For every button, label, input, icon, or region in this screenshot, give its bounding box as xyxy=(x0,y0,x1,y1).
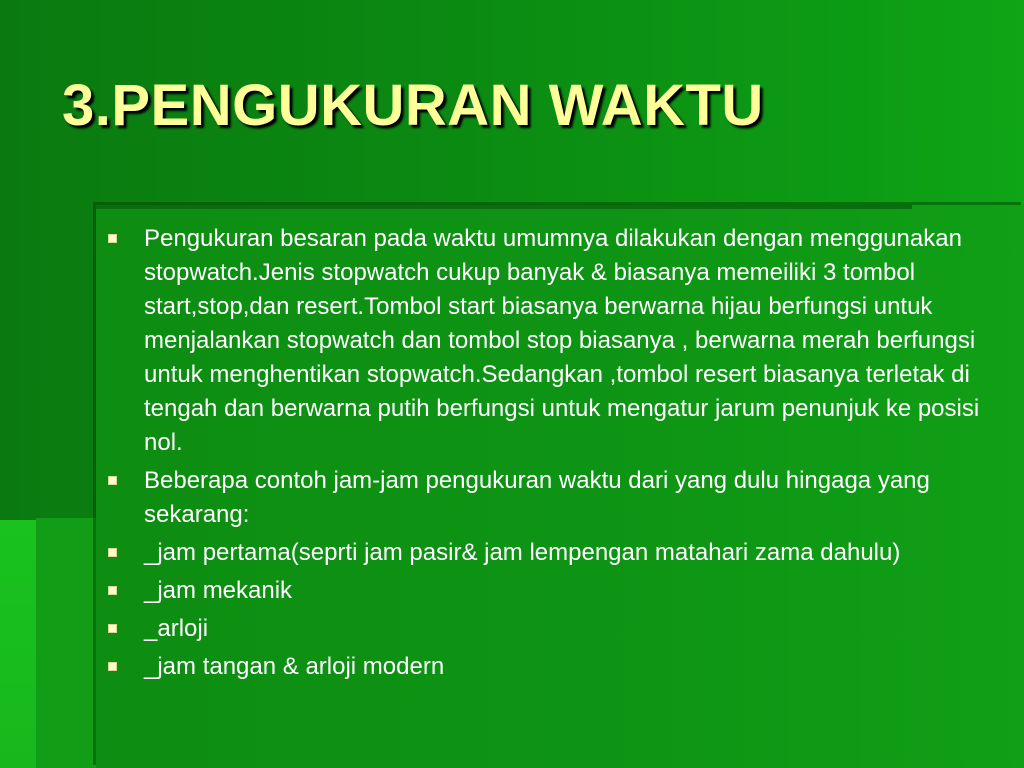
bullet-item xyxy=(100,536,980,570)
bullet-text: _jam mekanik xyxy=(144,577,293,604)
bullet-item xyxy=(100,464,980,532)
square-bullet-icon xyxy=(108,624,117,633)
bullet-item xyxy=(100,612,980,646)
decorative-left-bar xyxy=(0,520,40,768)
bullet-list xyxy=(100,222,980,688)
bullet-item xyxy=(100,650,980,684)
bullet-text: _jam tangan & arloji modern xyxy=(144,653,445,680)
square-bullet-icon xyxy=(108,662,117,671)
square-bullet-icon xyxy=(108,234,117,243)
bullet-item xyxy=(100,222,980,460)
bullet-text: Beberapa contoh jam-jam pengukuran waktu dari yang dulu hingaga yang sekarang: xyxy=(144,467,930,528)
square-bullet-icon xyxy=(108,476,117,485)
bullet-text: _arloji xyxy=(144,615,209,642)
bullet-text: _jam pertama(seprti jam pasir& jam lempengan matahari zama dahulu) xyxy=(144,539,901,566)
panel-top-strip xyxy=(96,205,912,209)
slide-title: 3.PENGUKURAN WAKTU xyxy=(62,73,764,138)
square-bullet-icon xyxy=(108,586,117,595)
bullet-text: Pengukuran besaran pada waktu umumnya dilakukan dengan menggunakan stopwatch.Jenis stopwatch cukup banyak & biasanya memeiliki 3 tombol start,stop,dan resert.Tombol start biasanya berwarna hijau berfungsi untuk menjalankan stopwatch dan tombol stop biasanya , berwarna merah berfungsi untuk menghentikan stopwatch.Sedangkan ,tombol resert biasanya terletak di tengah dan berwarna putih berfungsi untuk mengatur jarum penunjuk ke posisi nol. xyxy=(144,225,980,456)
square-bullet-icon xyxy=(108,548,117,557)
bullet-item xyxy=(100,574,980,608)
